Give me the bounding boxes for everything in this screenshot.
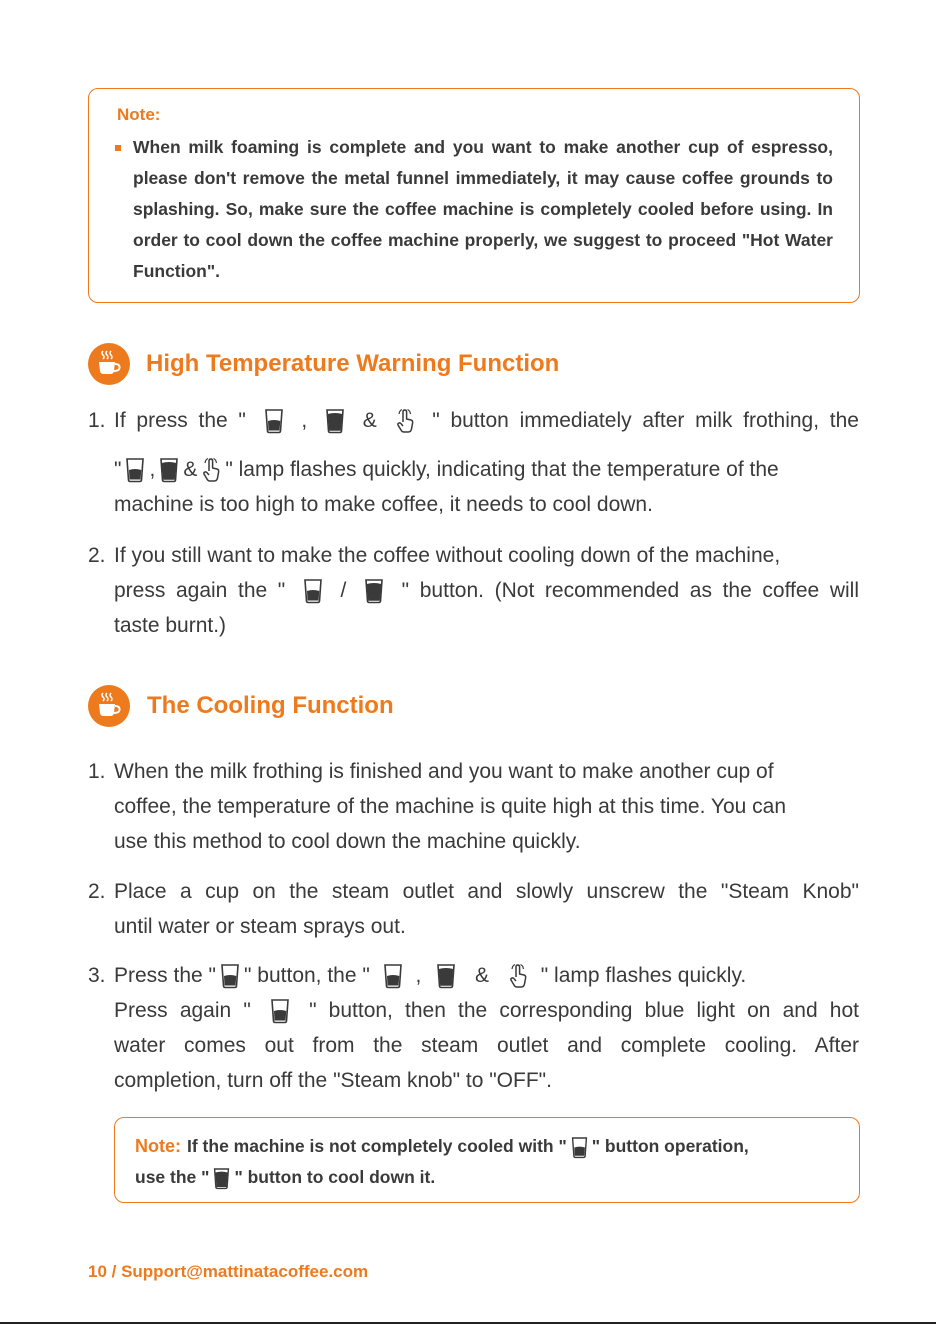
text: " lamp flashes quickly. [540,964,747,987]
text: / [340,579,347,602]
text: Press the " [114,964,216,987]
hot-coffee-cup-icon [88,685,130,727]
text: use the " [135,1167,210,1187]
large-cup-icon [158,457,180,483]
text-line: taste burnt.) [114,614,227,637]
note-text: When milk foaming is complete and you want to make another cup of espresso, please don't remove the metal funnel immediately, it may cause coffee grounds to splashing. So, make sure the coffee machine is completely cooled before using. In order to cool down the coffee machine properly, we suggest to proceed "Hot Water Function". [133,137,833,281]
text: " button, the " [244,964,370,987]
text: " button immediately after milk frothing, the [432,409,859,432]
text: " lamp flashes quickly, indicating that the temperature of the [225,458,779,481]
small-cup-icon [219,963,241,989]
text: & [475,964,490,987]
section-title: High Temperature Warning Function [146,350,560,377]
text: & [362,409,377,432]
large-cup-icon [212,1167,231,1190]
small-cup-icon [269,998,291,1024]
text: " button operation, [591,1136,749,1156]
text-line: until water or steam sprays out. [114,915,406,938]
bullet-icon [115,141,123,149]
note-box [114,1117,860,1203]
text: , [301,409,308,432]
small-cup-icon [263,408,285,434]
small-cup-icon [302,578,324,604]
text: press again the " [114,579,286,602]
hand-touch-icon [394,408,416,434]
text: Press again " [114,999,251,1022]
small-cup-icon [382,963,404,989]
text: water comes out from the steam outlet and complete cooling. After [114,1034,859,1057]
large-cup-icon [324,408,346,434]
text: " [114,458,122,481]
text: If press the " [114,409,246,432]
text-line: When the milk frothing is finished and you want to make another cup of [114,760,774,783]
note-box [88,88,860,303]
text-line [114,403,859,438]
hand-touch-icon [200,457,222,483]
text-line: use this method to cool down the machine quickly. [114,830,581,853]
item-number: 1. [88,760,106,783]
text-line [114,573,859,608]
item-number: 1. [88,409,106,432]
text: " button, then the corresponding blue light on and hot [309,999,859,1022]
text-line [114,958,859,993]
text: " button. (Not recommended as the coffee will [401,579,859,602]
hot-coffee-cup-icon [88,343,130,385]
item-number: 2. [88,544,106,567]
item-number: 3. [88,964,106,987]
text-line [114,1028,859,1063]
text-line [114,874,859,909]
item-number: 2. [88,880,106,903]
section-title: The Cooling Function [147,692,394,719]
section-header-high-temperature [88,342,559,386]
large-cup-icon [435,963,457,989]
section-header-cooling [88,684,394,728]
text: , [415,964,422,987]
list-item [88,754,859,859]
list-item [88,403,859,522]
footer-page-support: 10 / Support@mattinatacoffee.com [88,1262,369,1281]
small-cup-icon [124,457,146,483]
text-line: coffee, the temperature of the machine is quite high at this time. You can [114,795,787,818]
text-line: machine is too high to make coffee, it needs to cool down. [114,493,653,516]
text-line: If you still want to make the coffee without cooling down of the machine, [114,544,781,567]
text-line [114,993,859,1028]
note-text [135,1131,841,1193]
text: If the machine is not completely cooled with " [187,1136,567,1156]
note-title: Note: [117,105,161,124]
note-label: Note: [135,1136,181,1156]
text: Place a cup on the steam outlet and slowly unscrew the "Steam Knob" [114,880,859,903]
hand-touch-icon [507,963,529,989]
list-item [88,538,859,643]
text: , [149,458,156,481]
list-item [88,958,859,1098]
small-cup-icon [570,1136,589,1159]
text-line [114,452,859,487]
text: & [183,458,198,481]
list-item [88,874,859,944]
large-cup-icon [363,578,385,604]
text-line: completion, turn off the "Steam knob" to "OFF". [114,1069,552,1092]
text: " button to cool down it. [234,1167,436,1187]
